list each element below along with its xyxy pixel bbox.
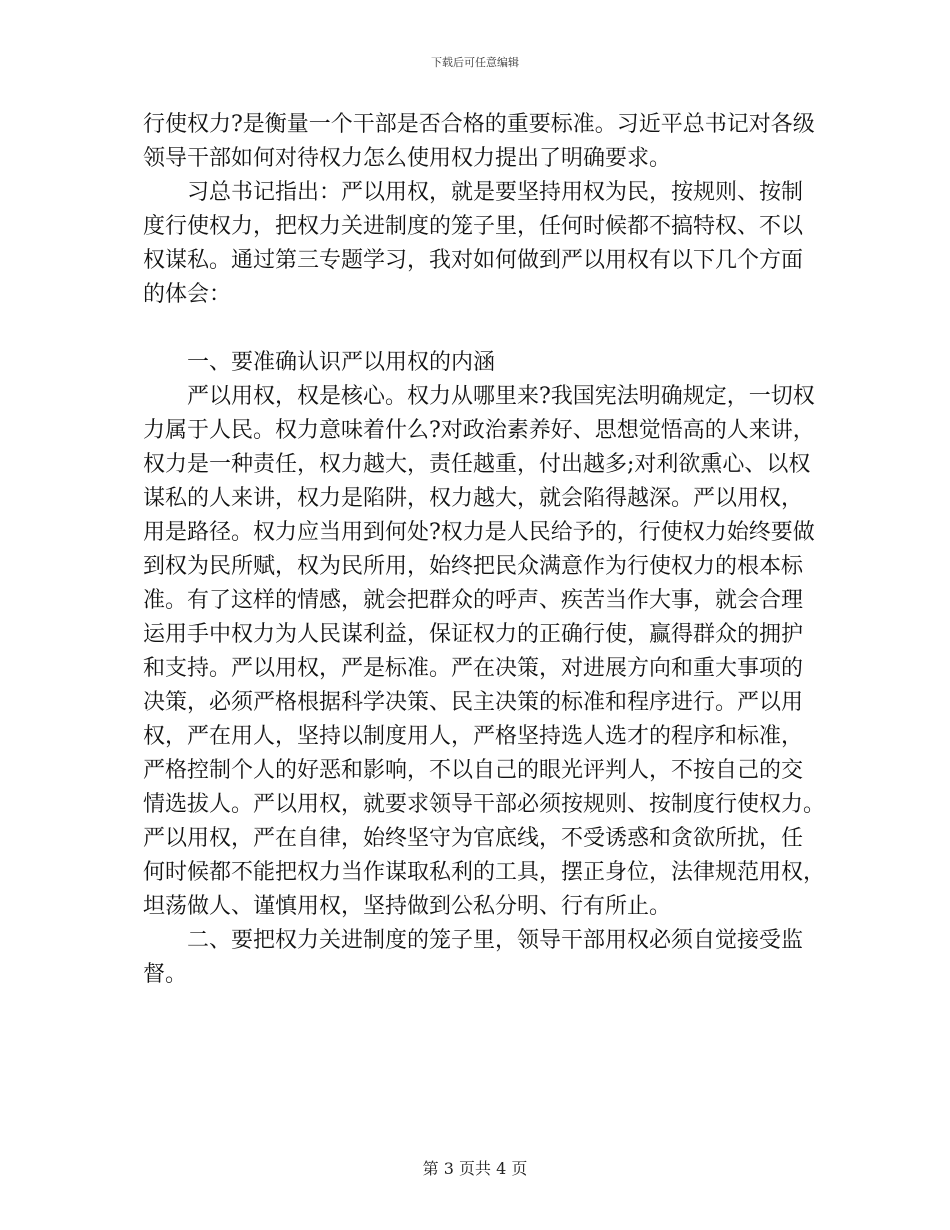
text-line: 权力是一种责任，权力越大，责任越重，付出越多;对利欲熏心、以权 <box>143 452 811 477</box>
text-line: 权谋私。通过第三专题学习，我对如何做到严以用权有以下几个方面 <box>143 248 804 273</box>
text-line: 坦荡做人、谨慎用权，坚持做到公私分明、行有所止。 <box>143 894 672 919</box>
text-line: 准。有了这样的情感，就会把群众的呼声、疾苦当作大事，就会合理 <box>143 588 804 613</box>
text-line: 督。 <box>143 962 188 987</box>
text-line: 用是路径。权力应当用到何处?权力是人民给予的，行使权力始终要做 <box>143 520 815 545</box>
text-line: 谋私的人来讲，权力是陷阱，权力越大，就会陷得越深。严以用权， <box>143 486 804 511</box>
text-line: 情选拔人。严以用权，就要求领导干部必须按规则、按制度行使权力。 <box>143 792 826 817</box>
text-line: 运用手中权力为人民谋利益，保证权力的正确行使，赢得群众的拥护 <box>143 622 804 647</box>
text-line: 二、要把权力关进制度的笼子里，领导干部用权必须自觉接受监 <box>187 928 804 953</box>
blank-line <box>143 312 815 346</box>
text-line: 领导干部如何对待权力怎么使用权力提出了明确要求。 <box>143 146 672 171</box>
page-footer: 第 3 页共 4 页 <box>422 1159 528 1178</box>
text-line: 权，严在用人，坚持以制度用人，严格坚持选人选才的程序和标准， <box>143 724 804 749</box>
text-line: 决策，必须严格根据科学决策、民主决策的标准和程序进行。严以用 <box>143 690 804 715</box>
text-line: 习总书记指出：严以用权，就是要坚持用权为民，按规则、按制 <box>187 180 804 205</box>
text-line: 严以用权，严在自律，始终坚守为官底线，不受诱惑和贪欲所扰，任 <box>143 826 804 851</box>
document-body <box>143 108 826 992</box>
text-line: 度行使权力，把权力关进制度的笼子里，任何时候都不搞特权、不以 <box>143 214 804 239</box>
text-line: 何时候都不能把权力当作谋取私利的工具，摆正身位，法律规范用权， <box>143 860 826 885</box>
text-line: 力属于人民。权力意味着什么?对政治素养好、思想觉悟高的人来讲， <box>143 418 815 443</box>
text-line: 和支持。严以用权，严是标准。严在决策，对进展方向和重大事项的 <box>143 656 804 681</box>
text-line: 的体会： <box>143 282 232 307</box>
text-line: 严以用权，权是核心。权力从哪里来?我国宪法明确规定，一切权 <box>187 384 815 409</box>
page-header: 下载后可任意编辑 <box>431 56 519 69</box>
text-line: 严格控制个人的好恶和影响，不以自己的眼光评判人，不按自己的交 <box>143 758 804 783</box>
text-line: 一、要准确认识严以用权的内涵 <box>187 350 496 375</box>
text-line: 到权为民所赋，权为民所用，始终把民众满意作为行使权力的根本标 <box>143 554 804 579</box>
text-line: 行使权力?是衡量一个干部是否合格的重要标准。习近平总书记对各级 <box>143 112 815 137</box>
